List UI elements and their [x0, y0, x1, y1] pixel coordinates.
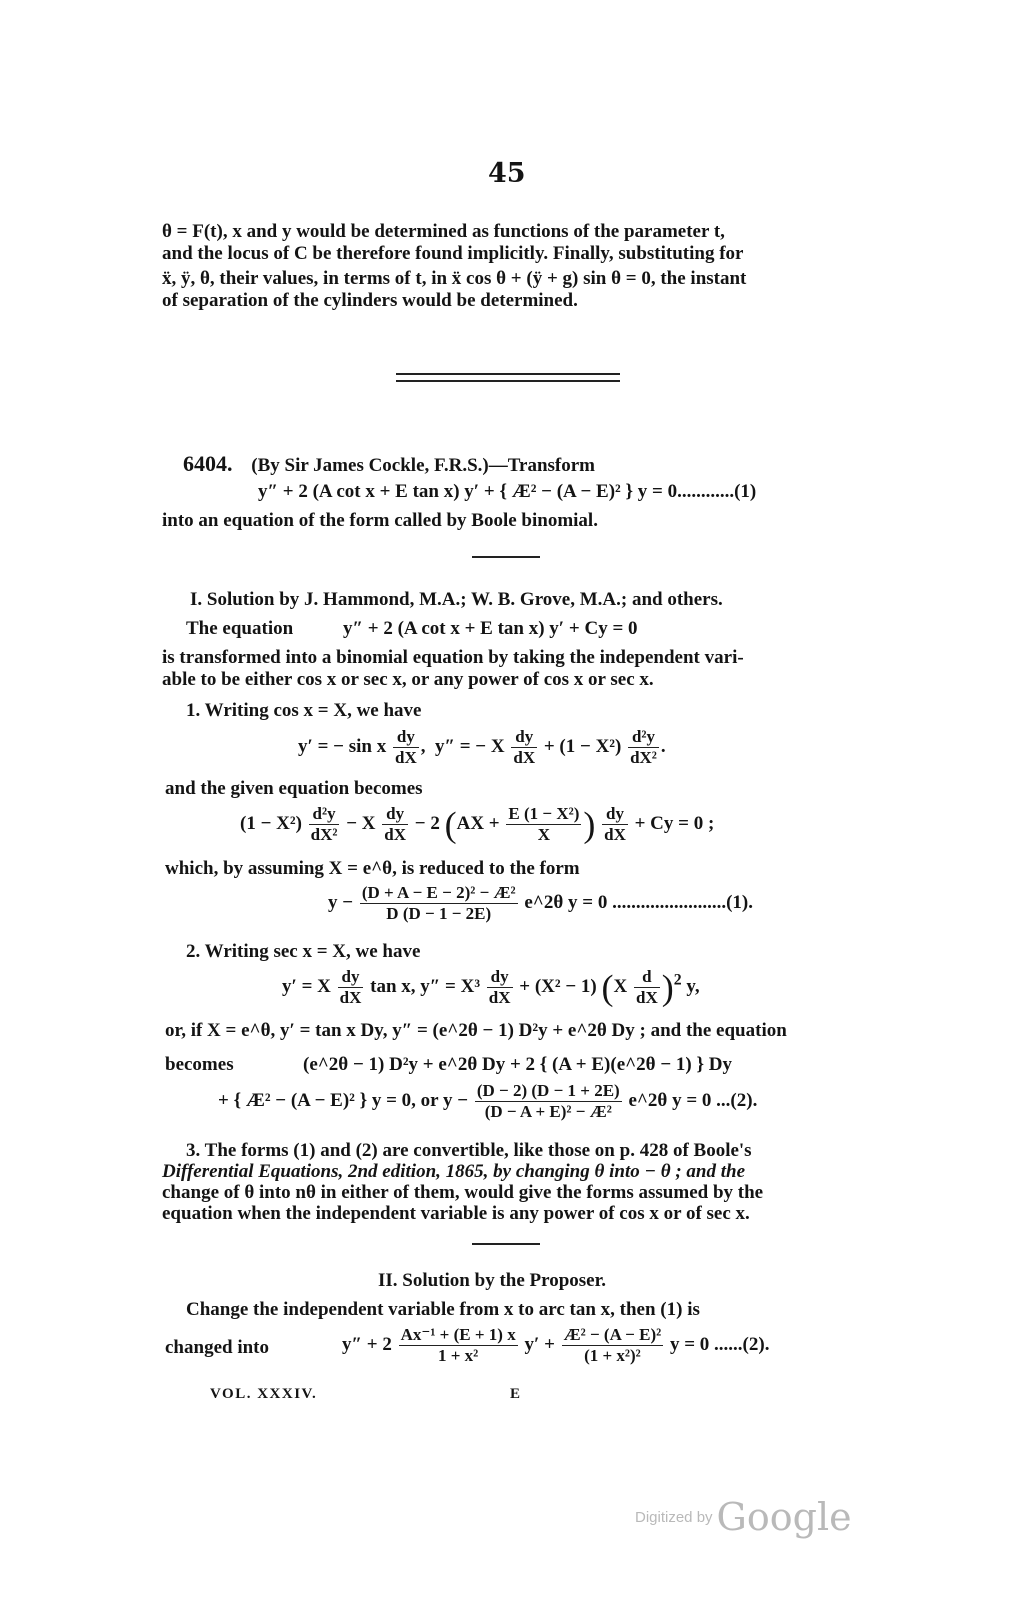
- form1-left: y −: [328, 891, 354, 913]
- becomes-label: becomes: [165, 1054, 234, 1075]
- sec-part-b: tan x, y″ = X³: [370, 975, 481, 997]
- changed-into-label: changed into: [165, 1337, 269, 1358]
- para-1-line-2: able to be either cos x or sec x, or any power of cos x or sec x.: [162, 669, 654, 690]
- sec-part-c: + (X² − 1): [519, 975, 597, 997]
- google-logo: Google: [716, 1495, 852, 1539]
- form2-numerator: (D − 2) (D − 1 + 2E): [476, 1081, 620, 1100]
- proposer-equation: [342, 1325, 769, 1366]
- question-title: (By Sir James Cockle, F.R.S.)—Transform: [251, 455, 595, 476]
- solution-2-line-1: Change the independent variable from x to arc tan x, then (1) is: [186, 1299, 700, 1320]
- form2-left: + { Æ² − (A − E)² } y = 0, or y −: [218, 1089, 469, 1111]
- proposer-part-a: y″ + 2: [342, 1333, 392, 1355]
- proposer-frac2-num: Æ² − (A − E)²: [563, 1325, 662, 1344]
- proposer-fraction-2: [562, 1325, 664, 1366]
- page-number: 45: [488, 158, 526, 189]
- equation-general: y″ + 2 (A cot x + E tan x) y′ + Cy = 0: [343, 618, 638, 639]
- proposer-fraction-1: [399, 1325, 518, 1366]
- intro-line-2: and the locus of C be therefore found implicitly. Finally, substituting for: [162, 243, 744, 264]
- transformed-equation: [240, 804, 714, 845]
- proposer-frac1-num: Ax⁻¹ + (E + 1) x: [400, 1325, 516, 1344]
- question-equation: y″ + 2 (A cot x + E tan x) y′ + { Æ² − (A − E)² } y = 0............(1): [258, 481, 757, 502]
- proposer-part-b: y′ +: [524, 1333, 555, 1355]
- form1-denominator: D (D − 1 − 2E): [386, 904, 492, 923]
- left-paren: (: [444, 804, 457, 845]
- eq2-part-c: − 2: [414, 812, 440, 834]
- signature-mark: E: [510, 1386, 522, 1402]
- dy-dx-fraction: $\frac{dy}{dX}$: [395, 727, 417, 767]
- sec-fraction-1: $\frac{dy}{dX}$: [339, 967, 362, 1007]
- step-1-text: 1. Writing cos x = X, we have: [186, 700, 422, 721]
- para-3-line-1: 3. The forms (1) and (2) are convertible, like those on p. 428 of Boole's: [186, 1140, 752, 1161]
- question-number: 6404.: [183, 451, 233, 476]
- para-3-line-3: change of θ into nθ in either of them, would give the forms assumed by the: [162, 1182, 764, 1203]
- d2y-dx2-fraction: $\frac{\text{d²y}}{\text{dX²}}$: [630, 727, 657, 767]
- para-3-line-4: equation when the independent variable is any power of cos x or of sec x.: [162, 1203, 750, 1224]
- solution-1-heading: I. Solution by J. Hammond, M.A.; W. B. Grove, M.A.; and others.: [190, 589, 723, 610]
- right-paren: ): [583, 804, 596, 845]
- solution-2-heading: II. Solution by the Proposer.: [378, 1270, 607, 1291]
- volume-label: VOL. XXXIV.: [210, 1386, 318, 1402]
- sec-fraction-3: $\frac{d}{dX}$: [635, 967, 658, 1007]
- sec-fraction-2: $\frac{dy}{dX}$: [488, 967, 511, 1007]
- intro-line-4: of separation of the cylinders would be determined.: [162, 290, 578, 311]
- section-rule-top: [396, 373, 620, 375]
- deriv-part-c: + (1 − X²): [543, 735, 622, 757]
- proposer-frac1-den: 1 + x²: [438, 1346, 479, 1365]
- short-rule-1: [472, 556, 540, 558]
- becomes-text: and the given equation becomes: [165, 778, 423, 799]
- sec-derivatives-equation: y′ = X $\frac{dy}{dX}$ tan x, y″ = X³ $\frac{dy}{dX}$ + (X² − 1) (X $\frac{d}{dX}$ )$^2$ y,: [282, 967, 700, 1008]
- question-line-3: into an equation of the form called by Boole binomial.: [162, 510, 598, 531]
- eq2-fraction-2: $\frac{dy}{dX}$: [384, 804, 407, 844]
- eq2-part-e: + Cy = 0 ;: [634, 812, 715, 834]
- intro-line-1: θ = F(t), x and y would be determined as functions of the parameter t,: [162, 221, 725, 242]
- sec-right-paren: ): [661, 967, 674, 1008]
- or-line: or, if X = e^θ, y′ = tan x Dy, y″ = (e^2θ − 1) D²y + e^2θ Dy ; and the equation: [165, 1020, 787, 1041]
- derivatives-equation: y′ = − sin x $\frac{dy}{dX}$ , y″ = − X $\frac{dy}{dX}$ + (1 − X²) $\frac{\text{d²y}}{\text{dX²}}$ .: [298, 727, 666, 767]
- form1-right: e^2θ y = 0 ........................(1).: [524, 891, 753, 913]
- equation-label: The equation: [186, 618, 294, 639]
- form1-fraction: [360, 883, 518, 924]
- eq2-part-b: − X: [346, 812, 376, 834]
- proposer-frac2-den: (1 + x²)²: [584, 1346, 641, 1365]
- eq2-fraction-4: $\frac{dy}{dX}$: [604, 804, 626, 844]
- sec-part-a: y′ = X: [282, 975, 331, 997]
- sec-part-d: y,: [686, 975, 700, 997]
- para-1-line-1: is transformed into a binomial equation by taking the independent vari-: [162, 647, 744, 668]
- digitized-watermark: [635, 1495, 852, 1539]
- sec-left-paren: (: [601, 967, 614, 1008]
- form2-denominator: (D − A + E)² − Æ²: [484, 1102, 612, 1121]
- becomes-equation: (e^2θ − 1) D²y + e^2θ Dy + 2 { (A + E)(e^2θ − 1) } Dy: [303, 1054, 732, 1075]
- intro-line-3: ẍ, ÿ, θ, their values, in terms of t, in ẍ cos θ + (ÿ + g) sin θ = 0, the instant: [162, 268, 747, 289]
- eq2-part-d: AX +: [456, 812, 500, 834]
- proposer-part-c: y = 0 ......(2).: [669, 1333, 770, 1355]
- step-2-text: 2. Writing sec x = X, we have: [186, 941, 421, 962]
- deriv-part-a: y′ = − sin x: [298, 735, 387, 757]
- binomial-form-1: [328, 883, 753, 924]
- short-rule-2: [472, 1243, 540, 1245]
- assuming-text: which, by assuming X = e^θ, is reduced to the form: [165, 858, 580, 879]
- binomial-form-2: [218, 1081, 757, 1122]
- digitized-by-text: Digitized by: [635, 1509, 713, 1526]
- eq2-fraction-3: $\frac{\text{E (1 − X²)}}{X}$: [508, 804, 580, 844]
- form1-numerator: (D + A − E − 2)² − Æ²: [361, 883, 516, 902]
- form2-right: e^2θ y = 0 ...(2).: [628, 1089, 758, 1111]
- section-rule-bottom: [396, 380, 620, 382]
- dy-dx-fraction-2: $\frac{dy}{dX}$: [513, 727, 536, 767]
- eq2-fraction-1: $\frac{\text{d²y}}{\text{dX²}}$: [310, 804, 338, 844]
- form2-fraction: [475, 1081, 622, 1122]
- eq2-part-a: (1 − X²): [240, 812, 302, 834]
- question-header: [183, 453, 595, 477]
- para-3-line-2: Differential Equations, 2nd edition, 1865, by changing θ into − θ ; and the: [162, 1161, 746, 1182]
- deriv-part-b: y″ = − X: [434, 735, 505, 757]
